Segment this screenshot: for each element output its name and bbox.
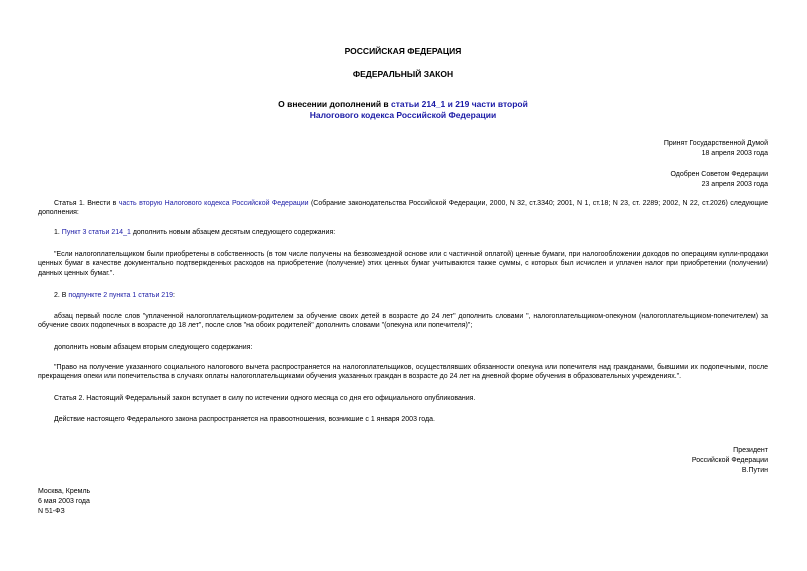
place: Москва, Кремль (38, 488, 91, 495)
point-1-suffix: дополнить новым абзацем десятым следующего содержания: (130, 229, 336, 236)
article-2: Статья 2. Настоящий Федеральный закон вступает в силу по истечении одного месяца со дня его официального опубликования. (54, 395, 476, 402)
law-type-heading: ФЕДЕРАЛЬНЫЙ ЗАКОН (352, 69, 454, 79)
council-date: 23 апреля 2003 года (701, 181, 768, 188)
signature-name: В.Путин (741, 467, 768, 474)
signature-role: Президент (733, 447, 768, 454)
article-1-suffix: (Собрание законодательства Российской Федерации, 2000, N 32, ст.3340; 2001, N 1, ст.18; N 23, ст. 2289; 2002, N 22, ст.2026) следующие дополнения: (38, 200, 768, 217)
article-1 (38, 199, 768, 218)
law-number: N 51-ФЗ (38, 508, 65, 515)
tax-code-link[interactable]: часть вторую Налогового кодекса Российской Федерации (118, 200, 309, 207)
point-1-number: 1. (54, 229, 62, 236)
signing-date: 6 мая 2003 года (38, 498, 90, 505)
point-2-paragraph-a: абзац первый после слов "уплаченной налогоплательщиком-родителем за обучение своих детей в возрасте до 24 лет" дополнить словами ", налогоплательщиком-опекуном (налогоплательщиком-попечителем) за обучение своих подопечных в возрасте до 18 лет", после слов "на обоих родителей" дополнить словами "(опекуна или попечителя)"; (38, 313, 768, 330)
title-link-articles[interactable]: статьи 214_1 и 219 части второй (391, 99, 528, 109)
law-title (38, 99, 768, 110)
point-2 (38, 291, 768, 300)
point-1 (38, 228, 768, 237)
title-prefix: О внесении дополнений в (278, 99, 392, 109)
point-2-paragraph-b: дополнить новым абзацем вторым следующего содержания: (54, 344, 253, 351)
duma-date: 18 апреля 2003 года (701, 150, 768, 157)
title-link-code[interactable]: Налогового кодекса Российской Федерации (309, 110, 497, 120)
article-219-link[interactable]: подпункте 2 пункта 1 статьи 219 (68, 292, 173, 299)
point-1-quote: "Если налогоплательщиком были приобретены в собственность (в том числе получены на безвозмездной основе или с частичной оплатой) ценные бумаги, при налогообложении доходов по операциям купли-продажи ценных бумаг в качестве документально подтвержденных расходов на приобретение (получение) этих ценных бумаг учитываются также суммы, с которых был исчислен и уплачен налог при приобретении (получении) данных ценных бумаг.". (38, 251, 768, 277)
country-heading: РОССИЙСКАЯ ФЕДЕРАЦИЯ (344, 46, 462, 56)
point-2-prefix: 2. В (54, 292, 69, 299)
applicability: Действие настоящего Федерального закона распространяется на правоотношения, возникшие с 1 января 2003 года. (54, 416, 435, 423)
council-approval: Одобрен Советом Федерации (670, 171, 768, 178)
article-1-prefix: Статья 1. Внести в (54, 200, 119, 207)
point-3-article-214-link[interactable]: Пункт 3 статьи 214_1 (61, 229, 131, 236)
point-2-quote: "Право на получение указанного социального налогового вычета распространяется на налогоплательщиков, осуществлявших обязанности опекуна или попечителя над гражданами, бывшими их подопечными, после прекращения опеки или попечительства в случаях оплаты налогоплательщиками обучения указанных граждан в возрасте до 24 лет на дневной форме обучения в образовательных учреждениях.". (38, 364, 768, 381)
point-2-suffix: : (172, 292, 175, 299)
signature-role-country: Российской Федерации (691, 457, 768, 464)
duma-adoption: Принят Государственной Думой (663, 140, 768, 147)
